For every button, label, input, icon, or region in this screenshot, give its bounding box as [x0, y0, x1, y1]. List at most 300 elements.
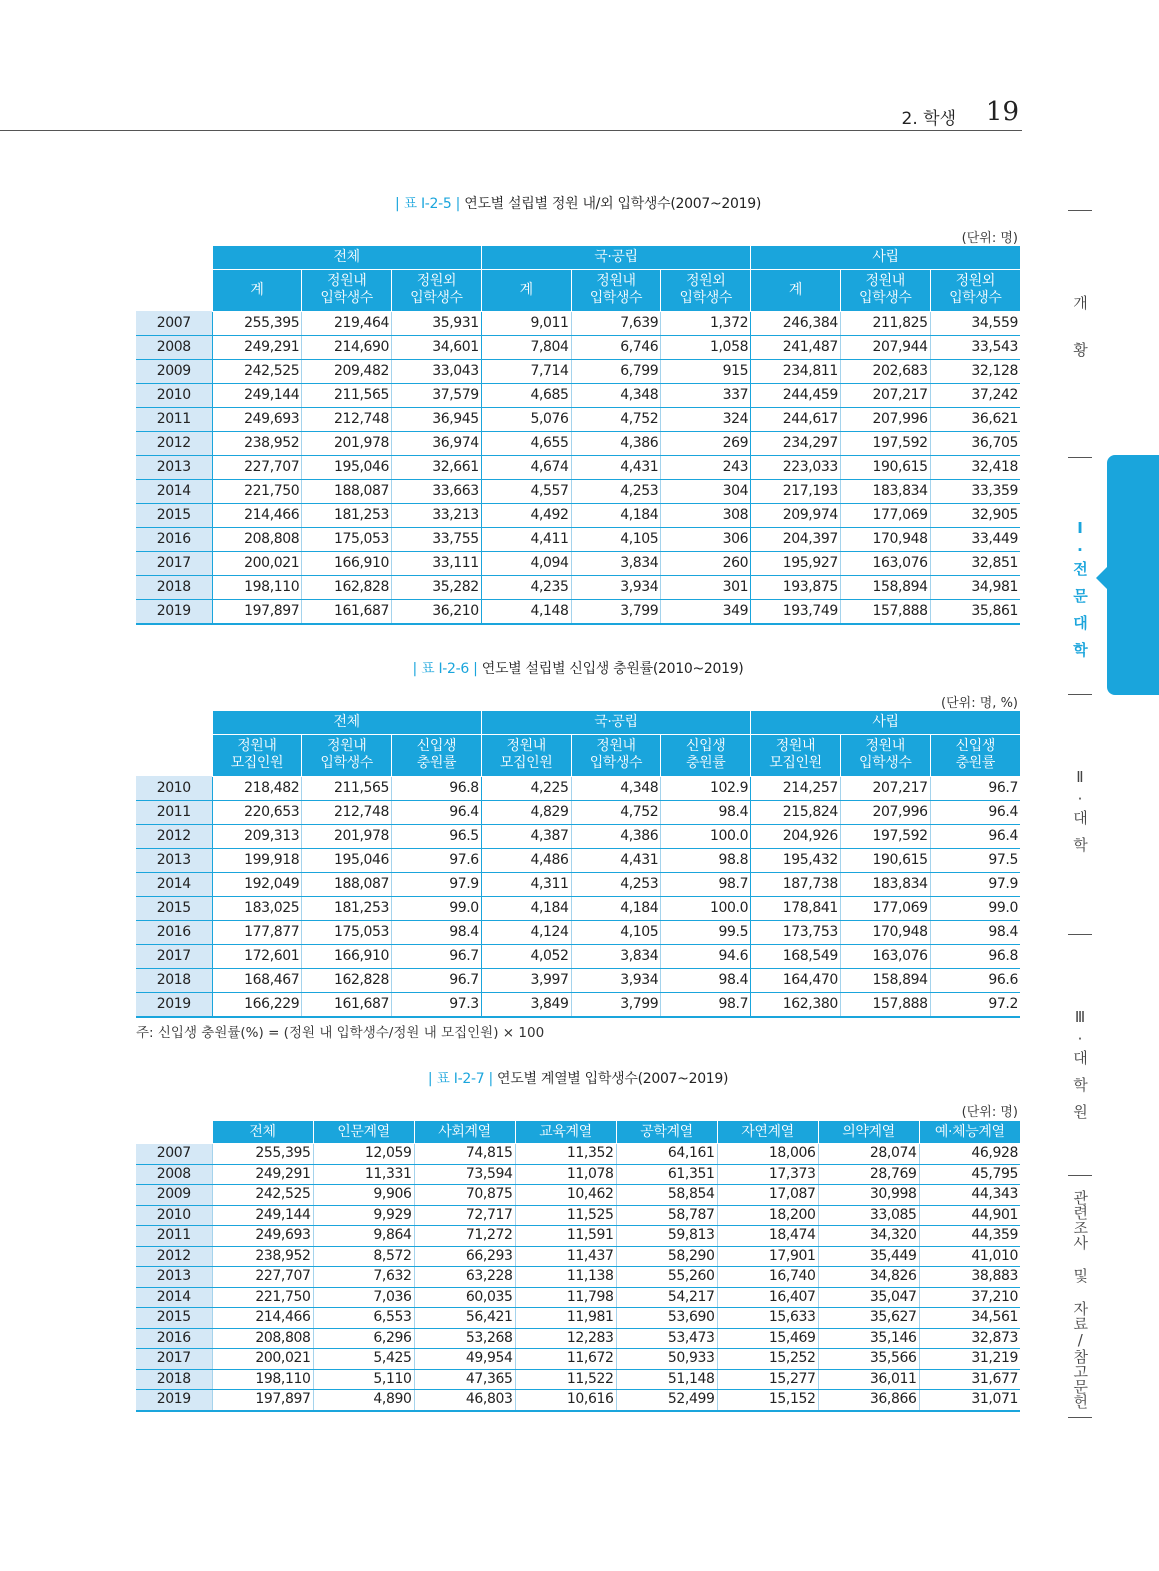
value-cell: 243 [661, 455, 751, 479]
table5-title [136, 193, 1020, 213]
value-cell: 96.4 [930, 800, 1020, 824]
value-cell: 1,058 [661, 335, 751, 359]
group-header: 사립 [751, 711, 1020, 734]
column-header-text: 입학생수 [589, 290, 643, 306]
value-cell: 241,487 [751, 335, 841, 359]
value-cell: 32,661 [392, 455, 482, 479]
value-cell: 170,948 [840, 920, 930, 944]
year-cell: 2013 [136, 455, 212, 479]
value-cell: 99.5 [661, 920, 751, 944]
year-cell: 2011 [136, 800, 212, 824]
table-row [136, 359, 1020, 383]
column-header [840, 734, 930, 776]
value-cell: 64,161 [616, 1144, 717, 1165]
year-cell: 2012 [136, 1246, 212, 1267]
value-cell: 175,053 [302, 920, 392, 944]
value-cell: 34,601 [392, 335, 482, 359]
value-cell: 33,663 [392, 479, 482, 503]
value-cell: 4,184 [571, 503, 661, 527]
value-cell: 227,707 [212, 455, 302, 479]
value-cell: 31,219 [919, 1349, 1020, 1370]
year-cell: 2015 [136, 896, 212, 920]
value-cell: 97.3 [392, 992, 482, 1017]
value-cell: 53,268 [414, 1328, 515, 1349]
value-cell: 4,184 [571, 896, 661, 920]
column-header: 사회계열 [414, 1121, 515, 1144]
column-header [930, 734, 1020, 776]
dot-separator: · [1077, 790, 1083, 808]
year-cell: 2016 [136, 920, 212, 944]
value-cell: 37,242 [930, 383, 1020, 407]
year-cell: 2012 [136, 824, 212, 848]
value-cell: 38,883 [919, 1267, 1020, 1288]
value-cell: 162,828 [302, 968, 392, 992]
column-header [481, 734, 571, 776]
value-cell: 4,411 [481, 527, 571, 551]
value-cell: 96.8 [392, 776, 482, 800]
table6-caption: 연도별 설립별 신입생 충원률(2010~2019) [481, 661, 744, 677]
roman-numeral: Ⅲ [1074, 1008, 1086, 1026]
value-cell: 3,934 [571, 575, 661, 599]
value-cell: 4,674 [481, 455, 571, 479]
year-cell: 2013 [136, 1267, 212, 1288]
value-cell: 192,049 [212, 872, 302, 896]
value-cell: 246,384 [751, 311, 841, 335]
value-cell: 166,910 [302, 551, 392, 575]
value-cell: 32,128 [930, 359, 1020, 383]
column-header-text: 충원률 [686, 755, 726, 771]
value-cell: 36,210 [392, 599, 482, 624]
value-cell: 249,291 [212, 335, 302, 359]
value-cell: 35,931 [392, 311, 482, 335]
value-cell: 5,425 [313, 1349, 414, 1370]
column-header [212, 734, 302, 776]
value-cell: 238,952 [212, 431, 302, 455]
value-cell: 195,046 [302, 848, 392, 872]
value-cell: 46,928 [919, 1144, 1020, 1165]
table-row [136, 1328, 1020, 1349]
column-header-text: 입학생수 [410, 290, 463, 306]
value-cell: 238,952 [212, 1246, 313, 1267]
table-row [136, 455, 1020, 479]
table7-caption: 연도별 계열별 입학생수(2007~2019) [497, 1071, 729, 1087]
value-cell: 4,052 [481, 944, 571, 968]
value-cell: 98.7 [661, 992, 751, 1017]
value-cell: 4,253 [571, 479, 661, 503]
value-cell: 4,486 [481, 848, 571, 872]
value-cell: 4,557 [481, 479, 571, 503]
value-cell: 53,473 [616, 1328, 717, 1349]
value-cell: 11,525 [515, 1205, 616, 1226]
table-row [136, 896, 1020, 920]
table-row [136, 968, 1020, 992]
value-cell: 11,522 [515, 1369, 616, 1390]
value-cell: 31,677 [919, 1369, 1020, 1390]
column-header: 자연계열 [717, 1121, 818, 1144]
table-row [136, 992, 1020, 1017]
value-cell: 181,253 [302, 896, 392, 920]
value-cell: 269 [661, 431, 751, 455]
value-cell: 98.4 [930, 920, 1020, 944]
divider [1068, 210, 1092, 211]
value-cell: 36,621 [930, 407, 1020, 431]
value-cell: 200,021 [212, 551, 302, 575]
value-cell: 33,213 [392, 503, 482, 527]
table-row [136, 848, 1020, 872]
value-cell: 17,901 [717, 1246, 818, 1267]
table-row [136, 599, 1020, 624]
value-cell: 183,025 [212, 896, 302, 920]
value-cell: 183,834 [840, 872, 930, 896]
table6-note: 주: 신입생 충원률(%) = (정원 내 입학생수/정원 내 모집인원) × 100 [136, 1025, 545, 1041]
divider [1068, 934, 1092, 935]
year-cell: 2010 [136, 383, 212, 407]
table7 [136, 1121, 1020, 1412]
value-cell: 207,217 [840, 776, 930, 800]
column-header-text: 정원내 [775, 738, 816, 754]
value-cell: 36,974 [392, 431, 482, 455]
value-cell: 187,738 [751, 872, 841, 896]
value-cell: 207,944 [840, 335, 930, 359]
value-cell: 208,808 [212, 1328, 313, 1349]
year-cell: 2014 [136, 1287, 212, 1308]
table-row [136, 335, 1020, 359]
value-cell: 3,849 [481, 992, 571, 1017]
value-cell: 188,087 [302, 479, 392, 503]
value-cell: 6,799 [571, 359, 661, 383]
column-header-text: 계 [250, 281, 264, 298]
column-header-text: 정원외 [416, 273, 457, 289]
value-cell: 54,217 [616, 1287, 717, 1308]
value-cell: 36,945 [392, 407, 482, 431]
value-cell: 28,769 [818, 1164, 919, 1185]
value-cell: 35,566 [818, 1349, 919, 1370]
column-header [840, 269, 930, 311]
table-row [136, 407, 1020, 431]
divider [1068, 457, 1092, 458]
sidebar-item-overview[interactable] [1068, 295, 1092, 395]
value-cell: 178,841 [751, 896, 841, 920]
value-cell: 11,078 [515, 1164, 616, 1185]
sidebar-item-junior-college[interactable] [1068, 517, 1092, 675]
column-header-text: 충원률 [416, 755, 457, 771]
value-cell: 11,437 [515, 1246, 616, 1267]
value-cell: 242,525 [212, 1185, 313, 1206]
value-cell: 34,559 [930, 311, 1020, 335]
value-cell: 3,834 [571, 551, 661, 575]
value-cell: 4,890 [313, 1390, 414, 1411]
table-row [136, 383, 1020, 407]
active-arrow-icon [1096, 567, 1107, 589]
table-row [136, 1308, 1020, 1329]
year-cell: 2019 [136, 599, 212, 624]
value-cell: 7,804 [481, 335, 571, 359]
value-cell: 4,655 [481, 431, 571, 455]
value-cell: 17,373 [717, 1164, 818, 1185]
value-cell: 3,799 [571, 599, 661, 624]
value-cell: 242,525 [212, 359, 302, 383]
value-cell: 162,828 [302, 575, 392, 599]
value-cell: 4,184 [481, 896, 571, 920]
value-cell: 12,283 [515, 1328, 616, 1349]
value-cell: 4,685 [481, 383, 571, 407]
value-cell: 11,591 [515, 1226, 616, 1247]
table-row [136, 551, 1020, 575]
value-cell: 15,633 [717, 1308, 818, 1329]
value-cell: 9,011 [481, 311, 571, 335]
value-cell: 4,105 [571, 527, 661, 551]
value-cell: 58,854 [616, 1185, 717, 1206]
table-row [136, 1267, 1020, 1288]
value-cell: 44,343 [919, 1185, 1020, 1206]
table-row [136, 1144, 1020, 1165]
table-row [136, 1205, 1020, 1226]
table-row [136, 944, 1020, 968]
value-cell: 4,311 [481, 872, 571, 896]
year-cell: 2015 [136, 503, 212, 527]
value-cell: 9,929 [313, 1205, 414, 1226]
value-cell: 63,228 [414, 1267, 515, 1288]
value-cell: 15,152 [717, 1390, 818, 1411]
column-header [751, 734, 841, 776]
value-cell: 35,282 [392, 575, 482, 599]
value-cell: 201,978 [302, 431, 392, 455]
value-cell: 249,291 [212, 1164, 313, 1185]
value-cell: 207,996 [840, 800, 930, 824]
value-cell: 4,492 [481, 503, 571, 527]
roman-numeral: Ⅱ [1076, 768, 1084, 786]
table-row [136, 1226, 1020, 1247]
value-cell: 214,466 [212, 1308, 313, 1329]
value-cell: 53,690 [616, 1308, 717, 1329]
table-row [136, 1246, 1020, 1267]
year-cell: 2009 [136, 359, 212, 383]
table-row [136, 1390, 1020, 1411]
value-cell: 306 [661, 527, 751, 551]
column-header-text: 모집인원 [230, 755, 284, 771]
column-header-text: 정원내 [506, 738, 546, 754]
value-cell: 4,348 [571, 383, 661, 407]
value-cell: 4,148 [481, 599, 571, 624]
value-cell: 227,707 [212, 1267, 313, 1288]
value-cell: 211,565 [302, 776, 392, 800]
year-cell: 2008 [136, 335, 212, 359]
value-cell: 177,069 [840, 503, 930, 527]
column-header: 의약계열 [818, 1121, 919, 1144]
value-cell: 96.7 [392, 968, 482, 992]
value-cell: 35,047 [818, 1287, 919, 1308]
value-cell: 208,808 [212, 527, 302, 551]
value-cell: 197,592 [840, 824, 930, 848]
sidebar-label: 관련조사 및 자료/참고문헌 [1071, 1190, 1090, 1409]
table-row [136, 800, 1020, 824]
table-row [136, 503, 1020, 527]
value-cell: 4,253 [571, 872, 661, 896]
value-cell: 98.4 [661, 800, 751, 824]
year-cell: 2010 [136, 776, 212, 800]
value-cell: 324 [661, 407, 751, 431]
dot-separator: · [1077, 541, 1083, 559]
value-cell: 214,466 [212, 503, 302, 527]
column-header [302, 734, 392, 776]
value-cell: 204,926 [751, 824, 841, 848]
column-header [392, 734, 482, 776]
value-cell: 11,331 [313, 1164, 414, 1185]
value-cell: 161,687 [302, 599, 392, 624]
value-cell: 183,834 [840, 479, 930, 503]
value-cell: 47,365 [414, 1369, 515, 1390]
value-cell: 3,799 [571, 992, 661, 1017]
value-cell: 4,105 [571, 920, 661, 944]
column-header [481, 269, 571, 311]
value-cell: 100.0 [661, 824, 751, 848]
value-cell: 4,235 [481, 575, 571, 599]
table-row [136, 872, 1020, 896]
value-cell: 234,811 [751, 359, 841, 383]
table-row [136, 1349, 1020, 1370]
year-cell: 2014 [136, 872, 212, 896]
column-header-text: 정원외 [955, 273, 995, 289]
value-cell: 66,293 [414, 1246, 515, 1267]
value-cell: 207,996 [840, 407, 930, 431]
sidebar-item-references[interactable] [1068, 1190, 1092, 1415]
value-cell: 18,006 [717, 1144, 818, 1165]
value-cell: 255,395 [212, 311, 302, 335]
value-cell: 96.4 [392, 800, 482, 824]
value-cell: 6,296 [313, 1328, 414, 1349]
year-cell: 2009 [136, 1185, 212, 1206]
value-cell: 5,110 [313, 1369, 414, 1390]
column-header [302, 269, 392, 311]
value-cell: 34,826 [818, 1267, 919, 1288]
value-cell: 223,033 [751, 455, 841, 479]
value-cell: 200,021 [212, 1349, 313, 1370]
value-cell: 15,469 [717, 1328, 818, 1349]
value-cell: 97.6 [392, 848, 482, 872]
value-cell: 219,464 [302, 311, 392, 335]
column-header-text: 정원내 [596, 273, 636, 289]
value-cell: 308 [661, 503, 751, 527]
value-cell: 18,200 [717, 1205, 818, 1226]
year-cell: 2007 [136, 1144, 212, 1165]
value-cell: 158,894 [840, 968, 930, 992]
value-cell: 94.6 [661, 944, 751, 968]
value-cell: 58,787 [616, 1205, 717, 1226]
value-cell: 168,467 [212, 968, 302, 992]
divider [1068, 1175, 1092, 1176]
table-row [136, 311, 1020, 335]
value-cell: 99.0 [392, 896, 482, 920]
value-cell: 173,753 [751, 920, 841, 944]
value-cell: 255,395 [212, 1144, 313, 1165]
value-cell: 249,144 [212, 383, 302, 407]
value-cell: 3,934 [571, 968, 661, 992]
value-cell: 195,046 [302, 455, 392, 479]
column-header [751, 269, 841, 311]
value-cell: 11,798 [515, 1287, 616, 1308]
value-cell: 58,290 [616, 1246, 717, 1267]
column-header [212, 269, 302, 311]
year-cell: 2018 [136, 1369, 212, 1390]
value-cell: 3,997 [481, 968, 571, 992]
year-cell: 2015 [136, 1308, 212, 1329]
value-cell: 6,553 [313, 1308, 414, 1329]
table-row [136, 824, 1020, 848]
value-cell: 11,138 [515, 1267, 616, 1288]
value-cell: 4,829 [481, 800, 571, 824]
column-header-text: 입학생수 [320, 755, 373, 771]
column-header-text: 모집인원 [499, 755, 553, 771]
column-header-text: 충원률 [955, 755, 995, 771]
value-cell: 157,888 [840, 599, 930, 624]
value-cell: 4,752 [571, 800, 661, 824]
column-header-text: 정원내 [326, 273, 367, 289]
value-cell: 212,748 [302, 407, 392, 431]
value-cell: 96.4 [930, 824, 1020, 848]
value-cell: 249,144 [212, 1205, 313, 1226]
table6-title [136, 658, 1020, 678]
group-header: 국·공립 [481, 711, 750, 734]
value-cell: 32,873 [919, 1328, 1020, 1349]
value-cell: 4,348 [571, 776, 661, 800]
value-cell: 74,815 [414, 1144, 515, 1165]
value-cell: 73,594 [414, 1164, 515, 1185]
value-cell: 221,750 [212, 1287, 313, 1308]
value-cell: 166,229 [212, 992, 302, 1017]
value-cell: 1,372 [661, 311, 751, 335]
value-cell: 98.4 [661, 968, 751, 992]
dot-separator: · [1077, 1030, 1083, 1048]
value-cell: 55,260 [616, 1267, 717, 1288]
column-header-text: 정원내 [326, 738, 367, 754]
sidebar-item-graduate-school[interactable] [1068, 1006, 1092, 1137]
value-cell: 209,313 [212, 824, 302, 848]
column-header-text: 입학생수 [679, 290, 732, 306]
year-cell: 2016 [136, 527, 212, 551]
group-header: 전체 [212, 711, 481, 734]
table7-unit: (단위: 명) [961, 1105, 1018, 1120]
year-cell: 2014 [136, 479, 212, 503]
value-cell: 218,482 [212, 776, 302, 800]
column-header-text: 정원내 [237, 738, 277, 754]
column-header-text: 신입생 [955, 738, 995, 754]
table-row [136, 431, 1020, 455]
year-cell: 2011 [136, 407, 212, 431]
value-cell: 72,717 [414, 1205, 515, 1226]
value-cell: 234,297 [751, 431, 841, 455]
divider [1068, 694, 1092, 695]
value-cell: 52,499 [616, 1390, 717, 1411]
year-cell: 2018 [136, 575, 212, 599]
table6 [136, 711, 1020, 1018]
value-cell: 220,653 [212, 800, 302, 824]
sidebar-label: 대학원 [1071, 1050, 1089, 1131]
value-cell: 197,592 [840, 431, 930, 455]
column-header [661, 734, 751, 776]
value-cell: 96.7 [392, 944, 482, 968]
column-header: 공학계열 [616, 1121, 717, 1144]
value-cell: 41,010 [919, 1246, 1020, 1267]
value-cell: 35,627 [818, 1308, 919, 1329]
value-cell: 337 [661, 383, 751, 407]
roman-numeral: Ⅰ [1077, 519, 1083, 537]
value-cell: 3,834 [571, 944, 661, 968]
table5-number: | 표 Ⅰ-2-5 | [395, 196, 461, 212]
value-cell: 215,824 [751, 800, 841, 824]
sidebar-item-university[interactable] [1068, 766, 1092, 870]
value-cell: 249,693 [212, 1226, 313, 1247]
year-cell: 2010 [136, 1205, 212, 1226]
